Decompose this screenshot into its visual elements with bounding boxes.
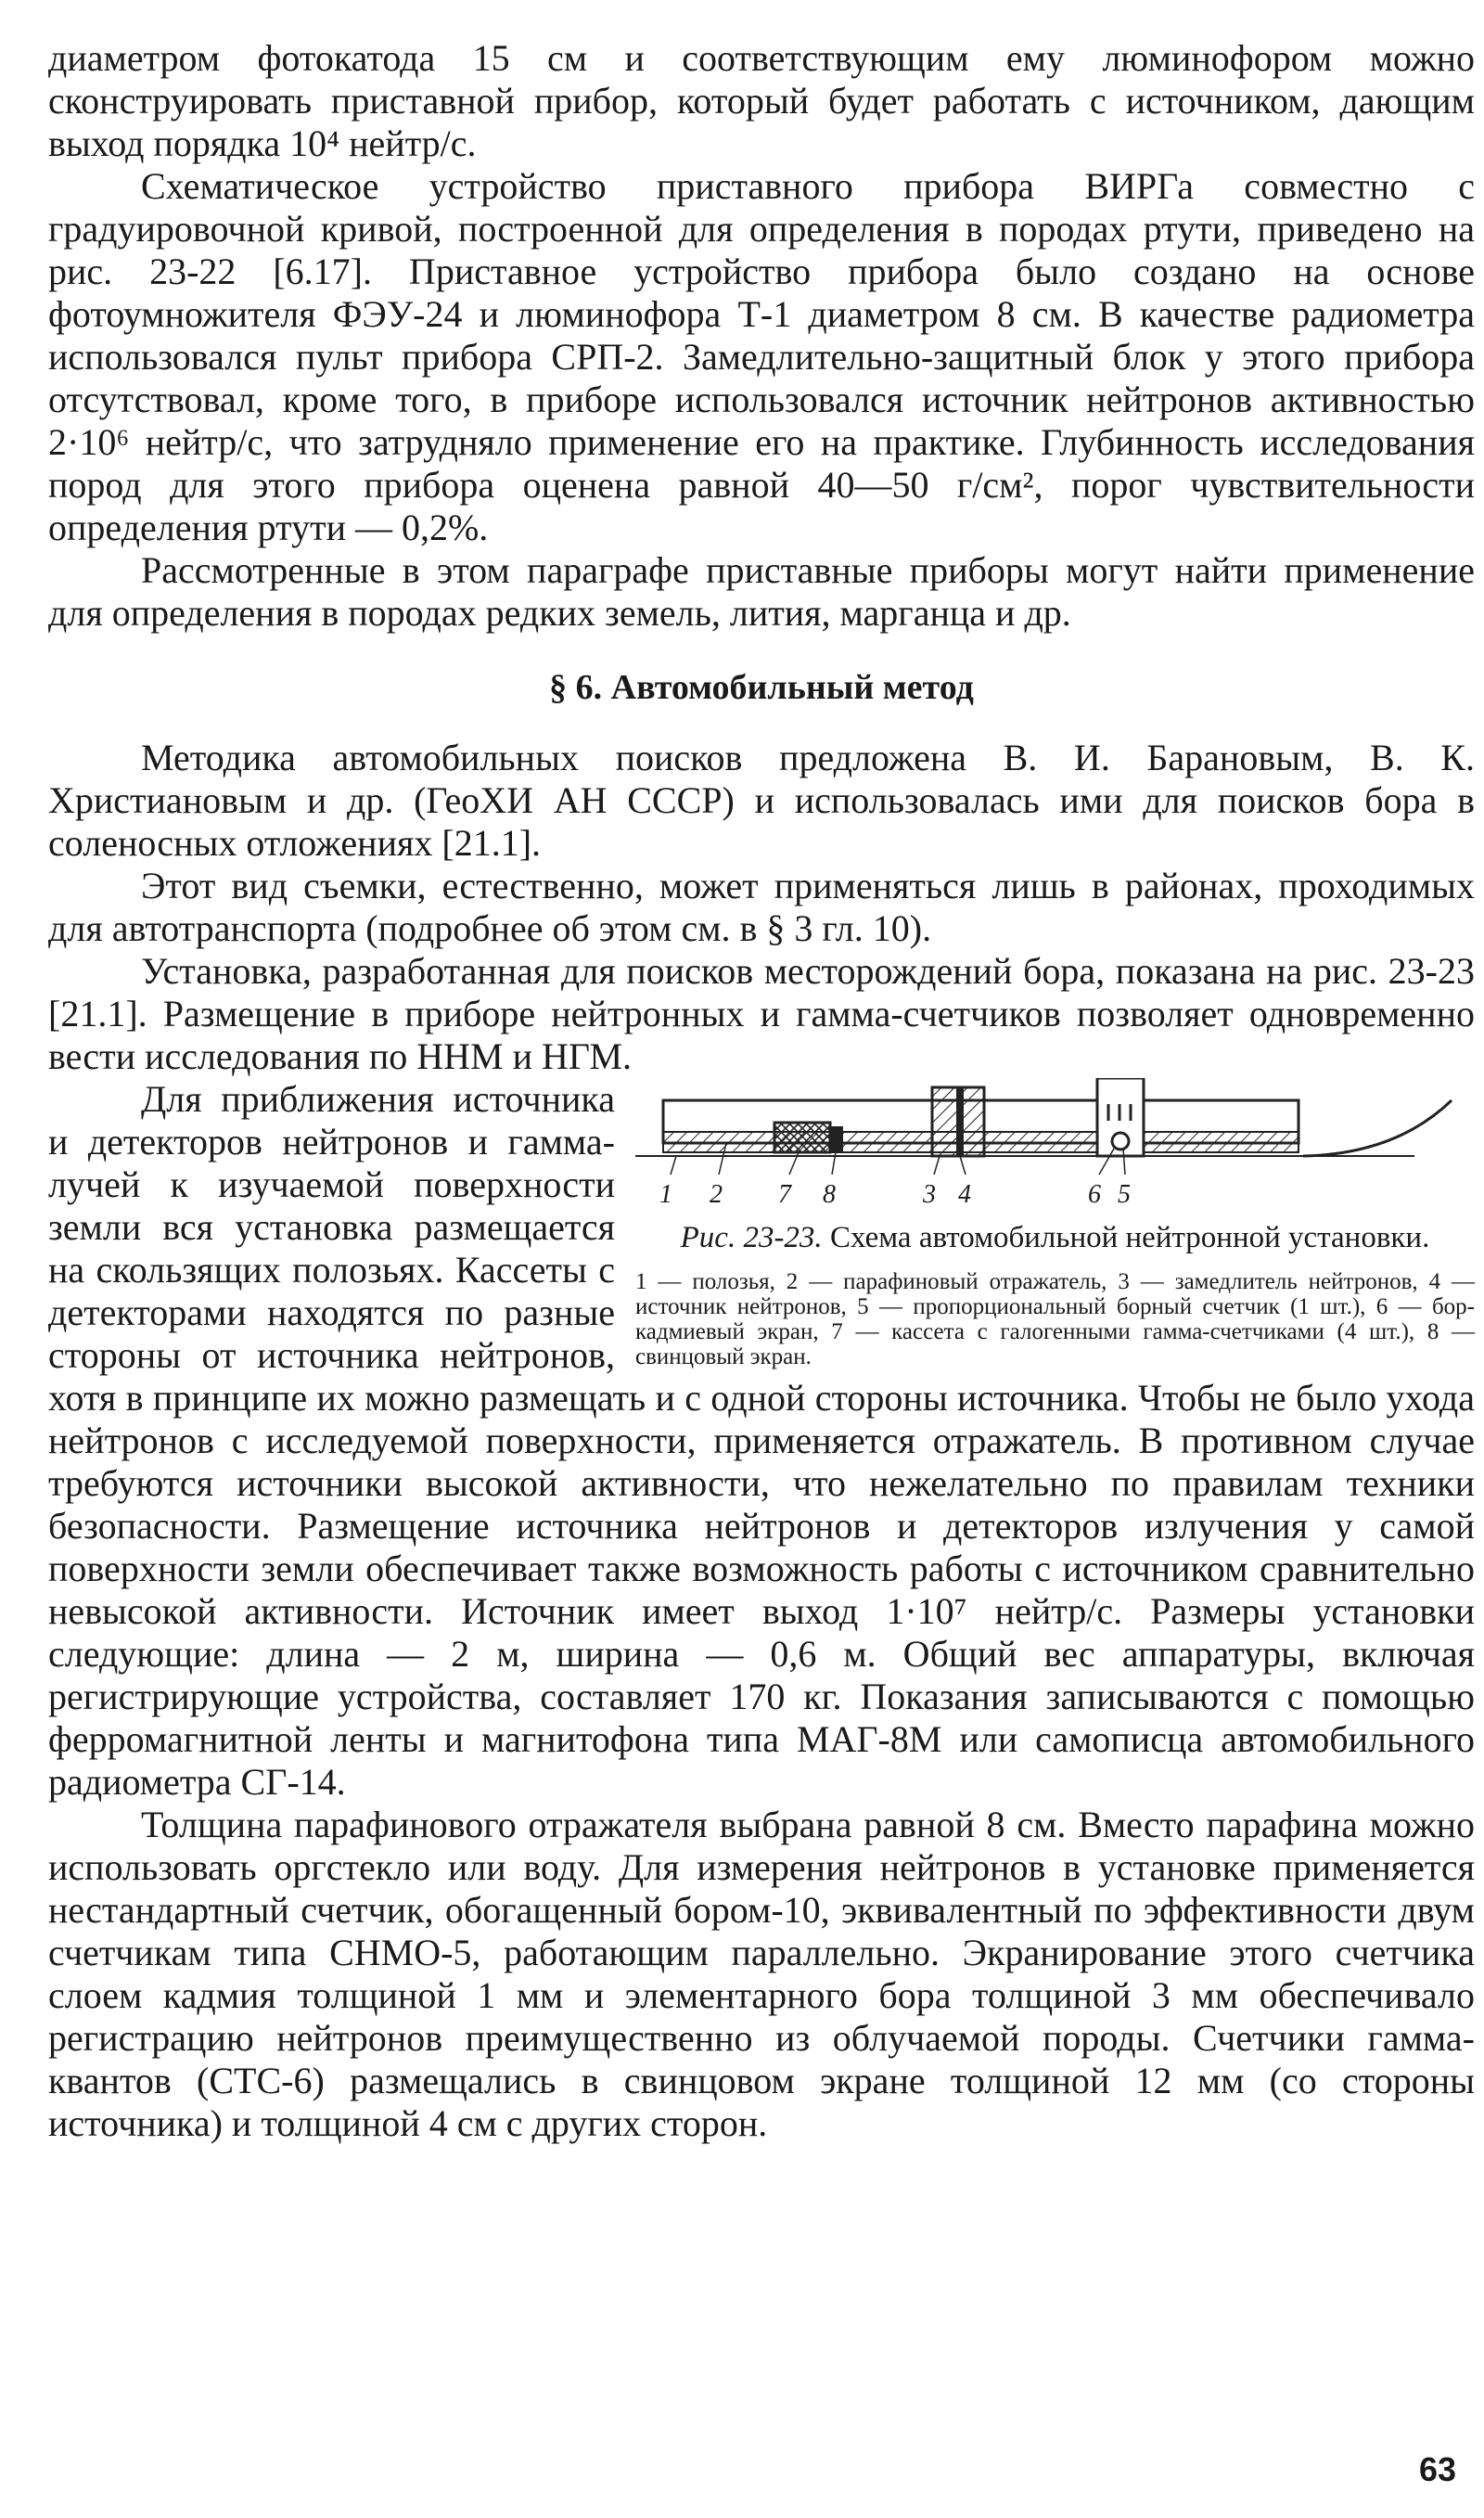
leader-3 — [934, 1156, 940, 1175]
label-5: 5 — [1118, 1180, 1131, 1208]
label-7: 7 — [778, 1180, 791, 1208]
label-1: 1 — [659, 1180, 672, 1208]
neutron-source — [956, 1087, 964, 1156]
paragraph-1: диаметром фотокатода 15 см и соответствующим ему люминофором можно сконструировать приставной прибор, который будет работать с источником, дающим выход порядка 10⁴ нейтр/с. — [48, 37, 1475, 164]
apparatus-diagram — [635, 1078, 1475, 1208]
paragraph-5: Этот вид съемки, естественно, может применяться лишь в районах, проходимых для автотранспорта (подробнее об этом см. в § 3 гл. 10). — [48, 865, 1475, 949]
leader-1 — [671, 1156, 676, 1175]
paragraph-7: Для приближения источника и детекторов нейтронов и гамма-лучей к изучаемой поверхности земли вся установка размещается на скользящих полозьях. Кассеты с детекторами находятся по разные стороны от источника нейтронов, хотя в принципе их можно размещать и с одной стороны источника. Чтобы не было ухода нейтронов с исследуемой поверхности, применяется отражатель. В противном случае требуются источники высокой активности, что нежелательно по правилам техники безопасности. Размещение источника нейтронов и детекторов излучения у самой поверхности земли обеспечивает также возможность работы с источником сравнительно невысокой активности. Источник имеет выход 1·10⁷ нейтр/с. Размеры установки следующие: длина — 2 м, ширина — 0,6 м. Общий вес аппаратуры, включая регистрирующие устройства, составляет 170 кг. Показания записываются с помощью ферромагнитной ленты и магнитофона типа МАГ-8М или самописца автомобильного радиометра СГ-14. — [48, 1078, 1475, 1803]
leader-4 — [960, 1156, 966, 1175]
lead-screen — [830, 1126, 843, 1152]
figure-23-23 — [635, 1078, 1475, 1369]
label-6: 6 — [1088, 1180, 1101, 1208]
paragraph-3: Рассмотренные в этом параграфе приставные приборы могут найти применение для определения в породах редких земель, лития, марганца и др. — [48, 549, 1475, 634]
figure-legend: 1 — полозья, 2 — парафиновый отражатель, 3 — замедлитель нейтронов, 4 — источник нейтронов, 5 — пропорциональный борный счетчик (1 шт.), 6 — бор-кадмиевый экран, 7 — кассета с галогенными гамма-счетчиками (4 шт.), 8 — свинцовый экран. — [635, 1269, 1475, 1369]
label-4: 4 — [958, 1180, 971, 1208]
paragraph-4: Методика автомобильных поисков предложена В. И. Барановым, В. К. Христиановым и др. (ГеоХИ АН СССР) и использовалась ими для поисков бора в соленосных отложениях [21.1]. — [48, 737, 1475, 864]
paragraph-6: Установка, разработанная для поисков месторождений бора, показана на рис. 23-23 [21.1]. Размещение в приборе нейтронных и гамма-счетчиков позволяет одновременно вести исследования по ННМ и НГМ. — [48, 950, 1475, 1077]
text-column — [48, 37, 1475, 2145]
gamma-cassette — [774, 1123, 830, 1152]
label-8: 8 — [823, 1180, 836, 1208]
label-3: 3 — [923, 1180, 936, 1208]
runner-front-curve — [1303, 1100, 1452, 1156]
figure-caption-text: Схема автомобильной нейтронной установки. — [829, 1221, 1430, 1254]
section-heading: § 6. Автомобильный метод — [549, 668, 974, 707]
figure-caption — [635, 1221, 1475, 1254]
paragraph-8: Толщина парафинового отражателя выбрана равной 8 см. Вместо парафина можно использовать оргстекло или воду. Для измерения нейтронов в установке применяется нестандартный счетчик, обогащенный бором-10, эквивалентный по эффективности двум счетчикам типа СНМО-5, работающим параллельно. Экранирование этого счетчика слоем кадмия толщиной 1 мм и элементарного бора толщиной 3 мм обеспечивало регистрацию нейтронов преимущественно из облучаемой породы. Счетчики гамма-квантов (СТС-6) размещались в свинцовом экране толщиной 12 мм (со стороны источника) и толщиной 4 см с других сторон. — [48, 1804, 1475, 2144]
label-2: 2 — [710, 1180, 723, 1208]
paragraph-2: Схематическое устройство приставного прибора ВИРГа совместно с градуировочной кривой, построенной для определения в породах ртути, приведено на рис. 23-22 [6.17]. Приставное устройство прибора было создано на основе фотоумножителя ФЭУ-24 и люминофора Т-1 диаметром 8 см. В качестве радиометра использовался пульт прибора СРП-2. Замедлительно-защитный блок у этого прибора отсутствовал, кроме того, в приборе использовался источник нейтронов активностью 2·10⁶ нейтр/с, что затрудняло применение его на практике. Глубинность исследования пород для этого прибора оценена равной 40—50 г/см², порог чувствительности определения ртути — 0,2%. — [48, 165, 1475, 548]
figure-caption-label: Рис. 23-23. — [680, 1221, 823, 1254]
page-number: 63 — [1418, 2450, 1456, 2488]
